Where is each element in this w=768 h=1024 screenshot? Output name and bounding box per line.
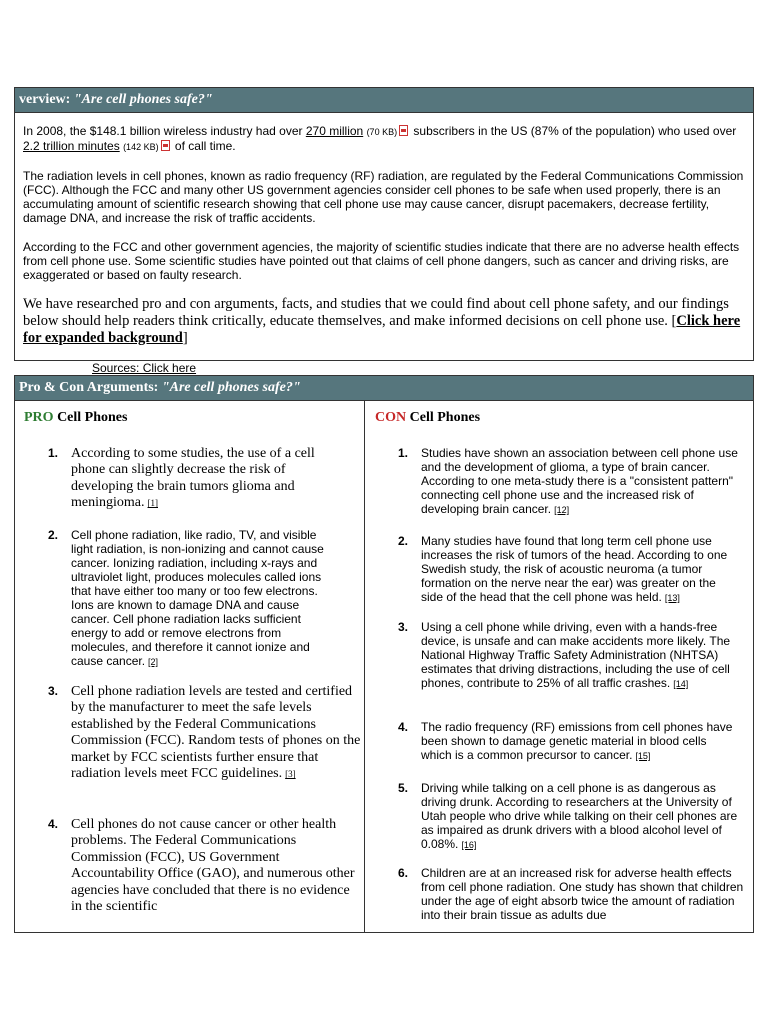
size-label-1: (70 KB) [366,127,398,137]
overview-paragraph-3: According to the FCC and other government agencies, the majority of scientific studies indicate that there are no adverse health effects from cell phone use. Some scientific studies have pointed out that claims of cell phone dangers, such as cancer and driving risks, are exaggerated or based on faulty research. [23,240,740,282]
overview-panel [14,87,754,361]
con-subject: Cell Phones [406,410,481,425]
p1-text-b: subscribers in the US (87% of the population) who used over [410,124,737,138]
pro-title [24,410,127,426]
sources-link[interactable]: Sources: Click here [92,361,197,375]
item-number: 4. [398,720,409,734]
citation-link[interactable]: [2] [148,657,159,667]
item-body: The radio frequency (RF) emissions from cell phones have been shown to damage genetic material in blood cells which is a common precursor to cancer. [421,720,733,762]
item-number: 2. [48,528,59,542]
item-number: 5. [398,781,409,795]
size-label-2: (142 KB) [123,142,159,152]
link-2-2-trillion-minutes[interactable]: 2.2 trillion minutes [23,139,120,153]
item-number: 3. [48,684,59,698]
item-body: Using a cell phone while driving, even with a hands-free device, is unsafe and can make accidents more likely. The National Highway Traffic Safety Administration (NHTSA) estimates that driving distractions, including the use of cell phones, contribute to 25% of all traffic crashes. [421,620,731,690]
citation-link[interactable]: [13] [664,593,680,603]
item-body: According to some studies, the use of a cell phone can slightly decrease the risk of developing the brain tumors glioma and meningioma. [71,446,315,511]
item-text [421,781,746,852]
p1-text-c: of call time. [171,139,236,153]
item-body: Studies have shown an association between cell phone use and the development of glioma, a type of brain cancer. According to one meta-study there is a "consistent pattern" connecting cell phone use and the increased risk of developing brain cancer. [421,446,738,516]
item-body: Cell phone radiation, like radio, TV, and visible light radiation, is non-ionizing and cannot cause cancer. Ionizing radiation, including x-rays and ultraviolet light, produces molecules called ions that have either too many or too few electrons. Ions are known to damage DNA and cause cancer. Cell phone radiation lacks sufficient energy to add or remove electrons from molecules, and therefore it cannot ionize and cause cancer. [71,528,324,668]
item-body: Cell phone radiation levels are tested and certified by the manufacturer to meet the safe levels established by the Federal Communications Commission (FCC). Random tests of phones on the market by FCC scientists further ensure that radiation levels meet FCC guidelines. [71,684,361,782]
citation-link[interactable]: [14] [673,679,689,689]
p1-text-a: In 2008, the $148.1 billion wireless industry had over [23,124,306,138]
pro-column [15,401,365,932]
arguments-panel [14,375,754,933]
expanded-background-link[interactable]: Click here for expanded background [23,313,741,346]
pro-label: PRO [24,410,54,425]
item-text [421,446,741,517]
citation-link[interactable]: [16] [461,840,477,850]
overview-header-question: "Are cell phones safe?" [73,92,213,107]
citation-link[interactable]: [3] [285,769,296,780]
con-title [375,410,480,426]
item-number: 3. [398,620,409,634]
item-text [421,534,741,605]
item-text [421,866,746,922]
pdf-icon[interactable] [399,125,408,136]
item-body: Children are at an increased risk for adverse health effects from cell phone radiation. One study has shown that children under the age of eight absorb twice the amount of radiation into their brain tissue as adults due [421,866,744,922]
overview-paragraph-2: The radiation levels in cell phones, known as radio frequency (RF) radiation, are regulated by the Federal Communications Commission (FCC). Although the FCC and many other US government agencies consider cell phones to be safe when used properly, there is an accumulating amount of scientific research showing that cell phone use may cause cancer, disrupt pacemakers, decrease fertility, damage DNA, and increase the risk of traffic accidents. [23,169,744,225]
citation-link[interactable]: [12] [554,505,570,515]
item-number: 2. [398,534,409,548]
arguments-header-label: Pro & Con Arguments: [19,380,162,395]
item-number: 4. [48,817,59,831]
item-number: 1. [398,446,409,460]
item-text [421,720,739,763]
item-number: 6. [398,866,409,880]
item-body: Cell phones do not cause cancer or other health problems. The Federal Communications Commission (FCC), US Government Accountability Office (GAO), and numerous other agencies have concluded that there is no evidence in the scientific [71,817,355,915]
item-text [71,446,339,512]
item-number: 1. [48,446,59,460]
item-body: Many studies have found that long term cell phone use increases the risk of tumors of the head. According to one Swedish study, the risk of acoustic neuroma (a tumor formation on the nerve near the ear) was greater on the side of the head that the cell phone was held. [421,534,728,604]
item-text [71,684,361,782]
citation-link[interactable]: [15] [635,751,651,761]
item-text [421,620,743,691]
link-270-million[interactable]: 270 million [305,124,364,138]
con-column [365,401,753,932]
con-label: CON [375,410,407,425]
p4-close: ] [182,330,188,346]
overview-header [15,88,753,113]
item-body: Driving while talking on a cell phone is as dangerous as driving drunk. According to researchers at the University of Utah people who drive while talking on their cell phones are as impaired as drunk drivers with a blood alcohol level of 0.08%. [421,781,738,851]
item-text [71,528,333,669]
pro-subject: Cell Phones [53,410,128,425]
citation-link[interactable]: [1] [147,498,158,509]
p4-text: We have researched pro and con arguments, facts, and studies that we could find about cell phone safety, and our findings below should help readers think critically, educate themselves, and make informed decisions on cell phone use. [ [23,296,729,329]
arguments-header-question: "Are cell phones safe?" [161,380,301,395]
overview-paragraph-1 [23,124,745,154]
overview-paragraph-4 [23,296,745,347]
pdf-icon[interactable] [161,140,170,151]
arguments-header [15,376,753,401]
overview-header-label: verview: [19,92,74,107]
item-text [71,817,361,915]
